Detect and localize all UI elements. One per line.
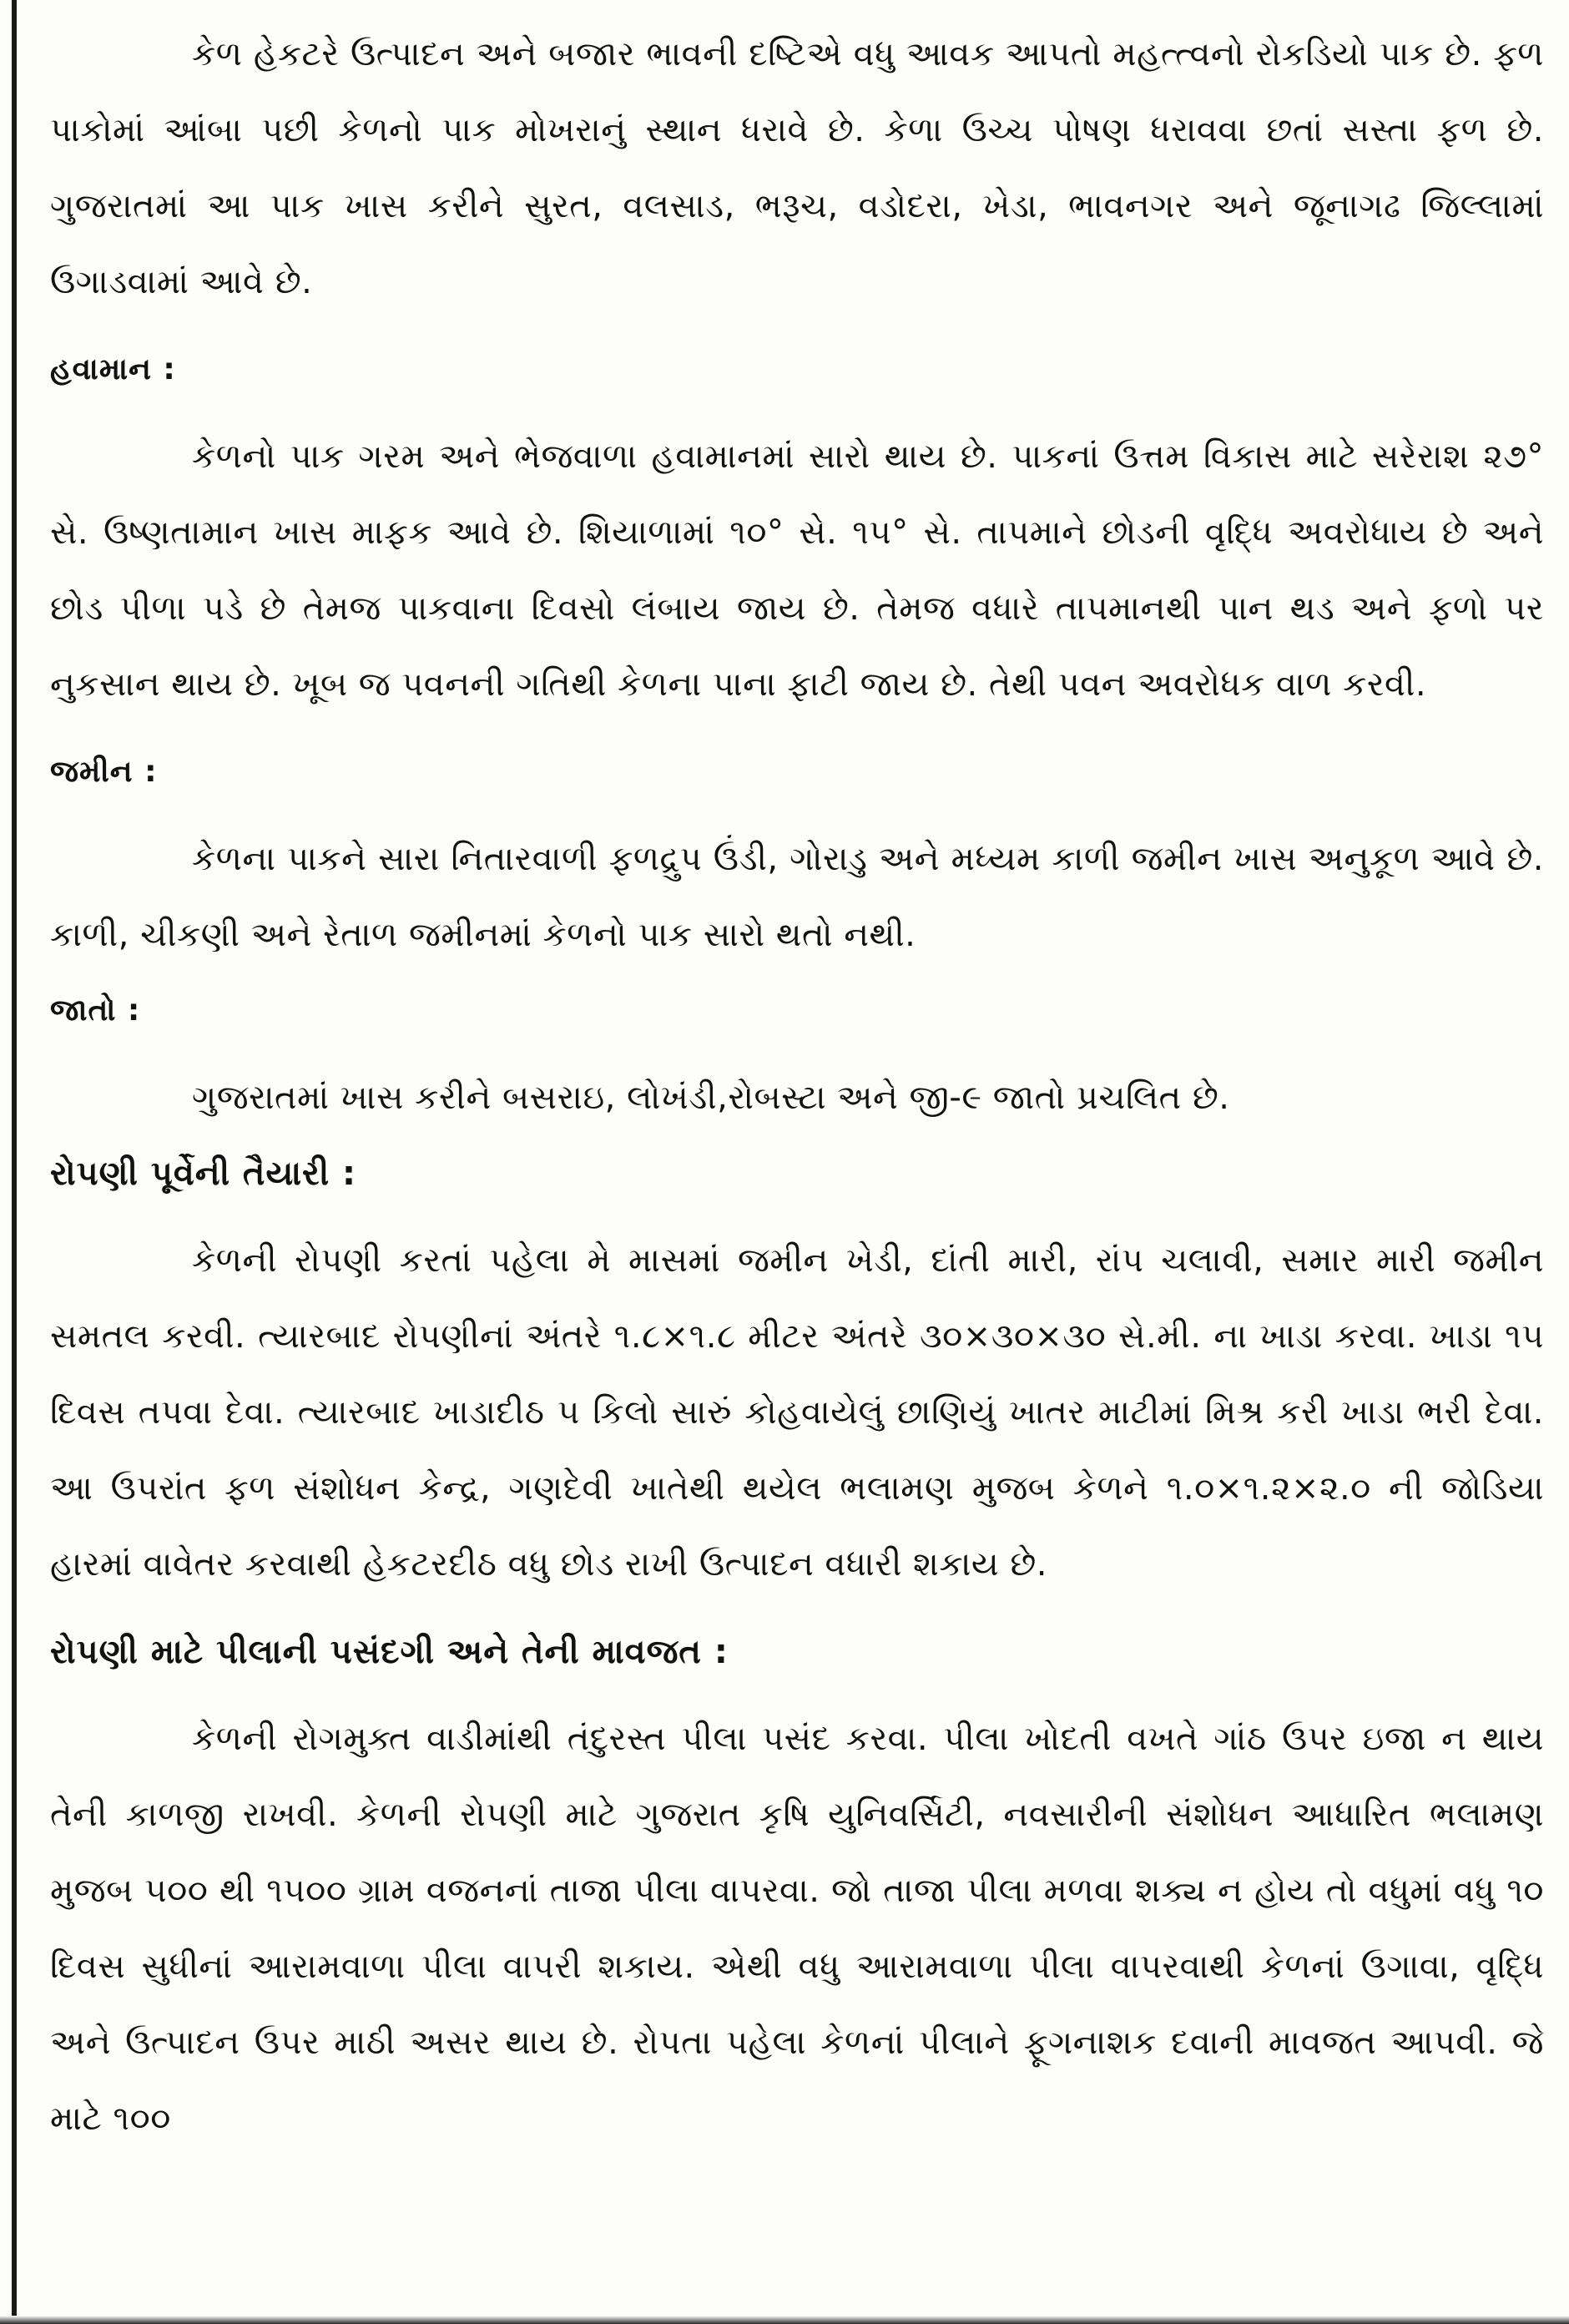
- varieties-heading: જાતો :: [50, 993, 141, 1028]
- sucker-selection-heading: રોપણી માટે પીલાની પસંદગી અને તેની માવજત :: [50, 1633, 729, 1671]
- pre-planting-paragraph: કેળની રોપણી કરતાં પહેલા મે માસમાં જમીન ખેડી, દાંતી મારી, રાંપ ચલાવી, સમાર મારી જમીન સમતલ કરવી. ત્યારબાદ રોપણીનાં અંતરે ૧.૮×૧.૮ મીટર અંતરે ૩૦×૩૦×૩૦ સે.મી. ના ખાડા કરવા. ખાડા ૧૫ દિવસ તપવા દેવા. ત્યારબાદ ખાડાદીઠ ૫ કિલો સારું કોહવાયેલું છાણિયું ખાતર માટીમાં મિશ્ર કરી ખાડા ભરી દેવા. આ ઉપરાંત ફળ સંશોધન કેન્દ્ર, ગણદેવી ખાતેથી થયેલ ભલામણ મુજબ કેળને ૧.૦×૧.૨×૨.૦ ની જોડિયા હારમાં વાવેતર કરવાથી હેકટરદીઠ વધુ છોડ રાખી ઉત્પાદન વધારી શકાય છે.: [50, 1241, 1544, 1584]
- climate-paragraph: કેળનો પાક ગરમ અને ભેજવાળા હવામાનમાં સારો થાય છે. પાકનાં ઉત્તમ વિકાસ માટે સરેરાશ ૨૭° સે. ઉષ્ણતામાન ખાસ માફક આવે છે. શિયાળામાં ૧૦° સે. ૧૫° સે. તાપમાને છોડની વૃદ્ધિ અવરોધાય છે અને છોડ પીળા પડે છે તેમજ પાકવાના દિવસો લંબાય જાય છે. તેમજ વધારે તાપમાનથી પાન થડ અને ફળો પર નુકસાન થાય છે. ખૂબ જ પવનની ગતિથી કેળના પાના ફાટી જાય છે. તેથી પવન અવરોધક વાળ કરવી.: [50, 437, 1544, 704]
- document-body: [50, 17, 1544, 2157]
- sucker-selection-paragraph: કેળની રોગમુક્ત વાડીમાંથી તંદુરસ્ત પીલા પસંદ કરવા. પીલા ખોદતી વખતે ગાંઠ ઉપર ઇજા ન થાય તેની કાળજી રાખવી. કેળની રોપણી માટે ગુજરાત કૃષિ યુનિવર્સિટી, નવસારીની સંશોધન આધારિત ભલામણ મુજબ ૫૦૦ થી ૧૫૦૦ ગ્રામ વજનનાં તાજા પીલા વાપરવા. જો તાજા પીલા મળવા શક્ય ન હોય તો વધુમાં વધુ ૧૦ દિવસ સુધીનાં આરામવાળા પીલા વાપરી શકાય. એથી વધુ આરામવાળા પીલા વાપરવાથી કેળનાં ઉગાવા, વૃદ્ધિ અને ઉત્પાદન ઉપર માઠી અસર થાય છે. રોપતા પહેલા કેળનાં પીલાને ફૂગનાશક દવાની માવજત આપવી. જે માટે ૧૦૦: [50, 1720, 1544, 2138]
- varieties-paragraph: ગુજરાતમાં ખાસ કરીને બસરાઇ, લોખંડી,રોબસ્ટા અને જી-૯ જાતો પ્રચલિત છે.: [192, 1079, 1230, 1117]
- intro-paragraph: કેળ હેકટરે ઉત્પાદન અને બજાર ભાવની દષ્ટિએ વધુ આવક આપતો મહત્ત્વનો રોકડિયો પાક છે. ફળ પાકોમાં આંબા પછી કેળનો પાક મોખરાનું સ્થાન ધરાવે છે. કેળા ઉચ્ચ પોષણ ધરાવવા છતાં સસ્તા ફળ છે. ગુજરાતમાં આ પાક ખાસ કરીને સુરત, વલસાડ, ભરૂચ, વડોદરા, ખેડા, ભાવનગર અને જૂનાગઢ જિલ્લામાં ઉગાડવામાં આવે છે.: [50, 35, 1544, 301]
- soil-heading: જમીન :: [50, 755, 158, 789]
- pre-planting-heading: રોપણી પૂર્વેની તૈયારી :: [50, 1154, 357, 1193]
- bottom-edge-shadow: [0, 2316, 1569, 2324]
- climate-heading: હવામાન :: [50, 352, 176, 386]
- left-border-line: [12, 0, 17, 2324]
- soil-paragraph: કેળના પાકને સારા નિતારવાળી ફળદ્રુપ ઉંડી, ગોરાડુ અને મધ્યમ કાળી જમીન ખાસ અનુકૂળ આવે છે. કાળી, ચીકણી અને રેતાળ જમીનમાં કેળનો પાક સારો થતો નથી.: [50, 840, 1544, 954]
